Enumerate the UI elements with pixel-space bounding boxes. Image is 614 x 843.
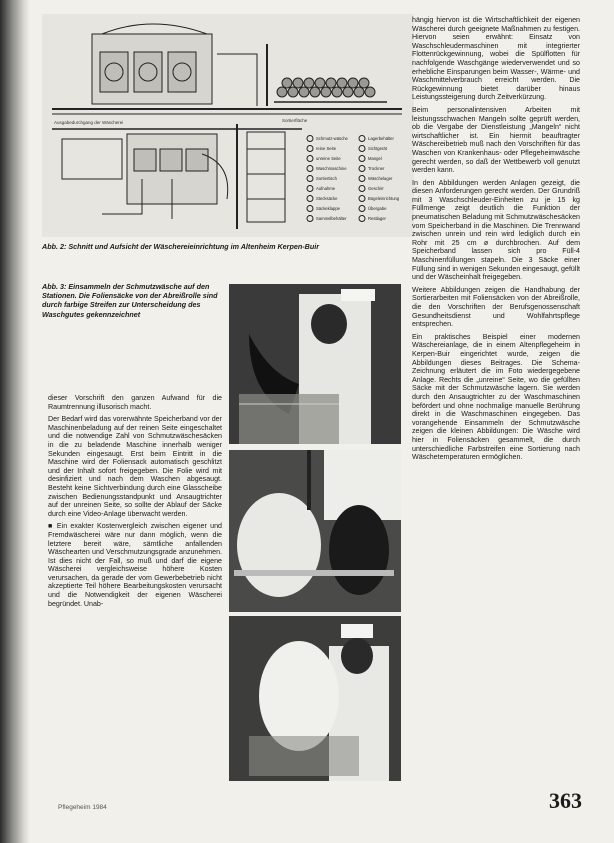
legend-label: Geschirr [368, 186, 384, 191]
legend-marker [307, 136, 313, 142]
figure-2-drawing [42, 14, 414, 237]
paragraph: In den Abbildungen werden Anlagen gezeigt, die diesen Anforderungen gerecht werden. Der Grundriß mit 3 Waschschleuder-Einheiten zu je 15 kg Füllmenge zeigt deutlich die Funktion der pneumatischen Beladung mit Schmutzwäschesäcken vom Speicherband in die Maschinen. Die Trennwand zwischen unrein und rein wird lediglich durch ein Rohr mit 25 cm ø durchbrochen. Auf dem Speicherband lassen sich pro Füll-4 Maschinenfüllungen stapeln. Die 3 Säcke einer Füllung sind in wenigen Sekunden eingesaugt, gefüllt und der Wäscheinhalt freigegeben. [412, 178, 580, 282]
legend-marker [359, 146, 365, 152]
page-number: 363 [549, 788, 582, 813]
text-column-left [48, 394, 222, 612]
paragraph: Beim personalintensiven Arbeiten mit leistungsschwachen Mangeln sollte geprüft werden, ob die Vergabe der Dienstleistung „Mangeln“ nicht wirtschaftlicher ist. Ein hiermit beauftragter Wäschereibetrieb muß nach den Vorschriften für das Waschen von Krankenhaus- oder Pflegeheimwäsche gerecht werden, so daß der Wettbewerb voll genutzt werden kann. [412, 105, 580, 175]
legend-label: Sortiertisch [316, 176, 337, 181]
photo-sack-rack [229, 450, 401, 612]
washroom-plan-svg [42, 14, 414, 237]
legend-label: Schmutz-wäsche [316, 136, 348, 141]
legend-label: Bügeleinrichtung [368, 196, 400, 201]
washer-1-icon [100, 52, 128, 92]
legend-label: Mangel [368, 156, 382, 161]
legend-marker [359, 196, 365, 202]
legend-marker [307, 146, 313, 152]
legend-label: Trockner [368, 166, 385, 171]
paragraph: Weitere Abbildungen zeigen die Handhabung der Sortierarbeiten mit Foliensäcken von der Abreißrolle, die den Vorschriften der Berufsgenossenschaft Gesundheitsdienst und Wohlfahrtspflege entsprechen. [412, 285, 580, 329]
legend-marker [307, 196, 313, 202]
drawing-label-right: Sortierfläche [282, 118, 308, 123]
page-gutter-shadow [0, 0, 30, 843]
paragraph: ■ Ein exakter Kostenvergleich zwischen eigener und Fremdwäscherei wäre nur dann möglich, wenn die letztere bereit wäre, sämtliche anfallenden Wäschearten und Verschmutzungsgrade anzunehmen. Ist dies nicht der Fall, so muß und darf die eigene Wäscherei vergleichsweise höhere Kosten verursachen, da gerade der vom Gewerbebetrieb nicht akzeptierte Teil höhere Bearbeitungskosten verursacht und die Notwendigkeit der eigenen Wäscherei begründet. Unab- [48, 522, 222, 608]
legend-marker [359, 216, 365, 222]
photo-loading-icon [229, 616, 401, 781]
paragraph: hängig hiervon ist die Wirtschaftlichkeit der eigenen Wäscherei durch geeignete Maßnahmen zu festigen. Hiervon seien erwähnt: Einsatz von Waschschleudermaschinen mit integrierter Flottenrückgewinnung, wobei die Spülflotten für nachfolgende Waschgänge wiederverwendet und so erhebliche Einsparungen beim Wasser-, Wärme- und Waschmittelverbrauch erreicht werden. Die Rückgewinnung bietet darüber hinaus Leistungssteigerung durch Zeitverkürzung. [412, 16, 580, 102]
legend-label: Säckeklappe [316, 206, 340, 211]
legend-marker [359, 206, 365, 212]
legend-label: Aufnahme [316, 186, 336, 191]
photo-nurse-sack-icon [229, 284, 401, 444]
legend-marker [307, 156, 313, 162]
legend-label: Übergabe [368, 206, 387, 211]
legend-label: Sichtgerät [368, 146, 387, 151]
washer-2-icon [134, 52, 162, 92]
text-column-right [412, 16, 580, 466]
legend-marker [359, 136, 365, 142]
footer-source: Pflegeheim 1984 [58, 804, 107, 811]
photo-rack-icon [229, 450, 401, 612]
legend-marker [307, 166, 313, 172]
legend-marker [307, 186, 313, 192]
photo-nurse-loading [229, 616, 401, 781]
legend-marker [359, 176, 365, 182]
legend-label: Stecksäcke [316, 196, 338, 201]
legend-label: unreine Seite [316, 156, 341, 161]
legend-marker [359, 186, 365, 192]
drawing-label-top: Ausgabedurchgang der Wäscherei [54, 120, 124, 125]
legend-marker [307, 176, 313, 182]
legend-marker [359, 156, 365, 162]
legend-marker [307, 216, 313, 222]
legend-label: Lagerbehälter [368, 136, 394, 141]
legend-label: Wäschelager [368, 176, 393, 181]
paragraph: Der Bedarf wird das vorerwähnte Speicherband vor der Maschinenbeladung auf der reinen Seite eingeschaltet und die notwendige Zahl von Schmutzwäschesäcken in die zu beladende Maschine innerhalb weniger Sekunden eingesaugt. Erst beim Eintritt in die Maschine wird der Foliensack automatisch geschlitzt und der Inhalt sofort freigegeben. Die Folie wird mit desinfiziert und nach dem Waschen abgesaugt. Besteht keine Sichtverbindung durch eine Glasscheibe zwischen Bedienungsstandpunkt und Ansaugtrichter auf der unreinen Seite, so sollte der Ablauf der Säcke durch eine Video-Anlage überwacht werden. [48, 415, 222, 518]
legend-label: Waschmaschine [316, 166, 347, 171]
legend-label: reine Seite [316, 146, 337, 151]
paragraph: dieser Vorschrift den ganzen Aufwand für die Raumtrennung illusorisch macht. [48, 394, 222, 411]
legend-marker [359, 166, 365, 172]
legend-marker [307, 206, 313, 212]
drawing-legend [307, 136, 400, 222]
figure-2-caption: Abb. 2: Schnitt und Aufsicht der Wäschereieinrichtung im Altenheim Kerpen-Buir [42, 242, 320, 251]
legend-label: Restlager [368, 216, 386, 221]
washer-3-icon [168, 52, 196, 92]
photo-collecting-laundry [229, 284, 401, 444]
paragraph: Ein praktisches Beispiel einer modernen Wäschereianlage, die in einem Altenpflegeheim in Kerpen-Buir eingerichtet wurde, zeigen die Abbildungen dieses Beitrages. Die Schema-Zeichnung erläutert die im Foto wiedergegebene Anlage. Rechts die „unreine“ Seite, wo die gefüllten Säcke mit der Schmutzwäsche lagern. Sie werden durch den Ansaugtrichter zu der Waschmaschinen befördert und ohne nochmalige manuelle Berührung direkt in die Waschmaschinen eingegeben. Das vorangehende Einsammeln der Schmutzwäsche zeigen die kleinen Abbildungen: Die Wäsche wird hier in Foliensäcken gesammelt, die durch unterschiedliche Farbstreifen eine Sortierung nach Wäschetemperaturen ermöglichen. [412, 332, 580, 462]
legend-label: Sammelbehälter [316, 216, 347, 221]
figure-3-caption: Abb. 3: Einsammeln der Schmutzwäsche auf den Stationen. Die Foliensäcke von der Abreißrolle sind durch farbige Streifen zur Unterscheidung des Waschgutes gekennzeichnet [42, 282, 218, 319]
